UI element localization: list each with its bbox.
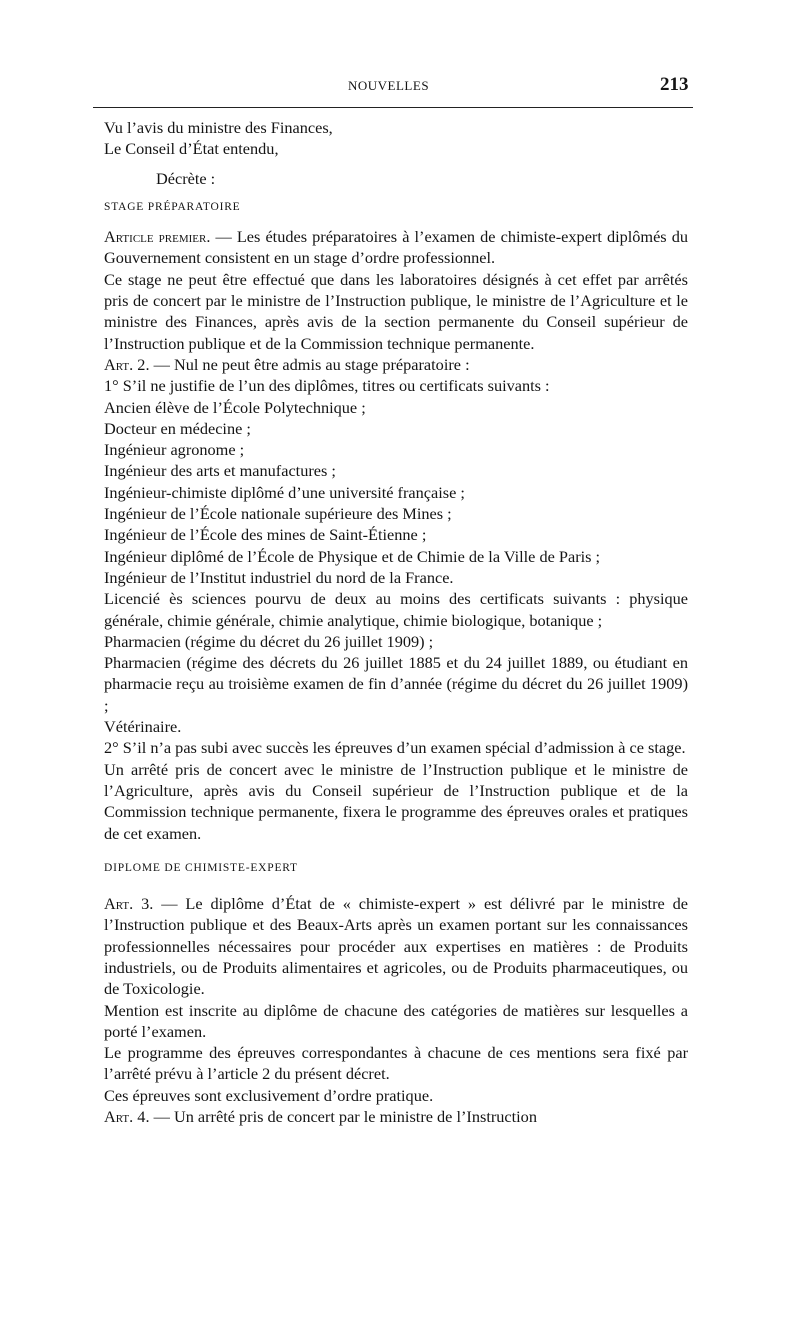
- section-heading-diplome: DIPLOME DE CHIMISTE-EXPERT: [104, 861, 298, 874]
- diploma-list-item: Ingénieur des arts et manufactures ;: [104, 461, 336, 481]
- article-text: 3. — Le diplôme d’État de « chimiste-expert » est délivré par le ministre de l’Instruction publique et des Beaux-Arts après un examen portant sur les connaissances professionnelles nécessaires pour procéder aux expertises en matières : de Produits industriels, ou de Produits alimentaires et agricoles, ou de Produits pharmaceutiques, ou de Toxicologie.: [104, 894, 688, 999]
- diploma-list-item: Docteur en médecine ;: [104, 418, 251, 438]
- diploma-list-item: Licencié ès sciences pourvu de deux au moins des certificats suivants : physique générale, chimie générale, chimie analytique, chimie biologique, botanique ;: [104, 589, 688, 630]
- paragraph: Un arrêté pris de concert avec le ministre de l’Instruction publique et le ministre de l’Agriculture, après avis du Conseil supérieur de l’Instruction publique et de la Commission technique permanente, fixera le programme des épreuves orales et pratiques de cet examen.: [104, 759, 688, 843]
- paragraph: Le programme des épreuves correspondantes à chacune de ces mentions sera fixé par l’arrêté prévu à l’article 2 du présent décret.: [104, 1043, 688, 1084]
- body-text: [104, 117, 688, 1127]
- article-label: Article premier.: [104, 227, 211, 247]
- diploma-list-item: Ingénieur de l’École nationale supérieure des Mines ;: [104, 504, 452, 524]
- paragraph: Mention est inscrite au diplôme de chacune des catégories de matières sur lesquelles a porté l’examen.: [104, 1000, 688, 1041]
- article-3: [104, 893, 688, 999]
- article-text: 2. — Nul ne peut être admis au stage préparatoire :: [133, 354, 470, 374]
- running-header: NOUVELLES: [348, 78, 430, 93]
- paragraph: Ce stage ne peut être effectué que dans les laboratoires désignés à cet effet par arrêtés pris de concert par le ministre de l’Instruction publique, le ministre de l’Agriculture et le ministre des Finances, après avis de la section permanente du Conseil supérieur de l’Instruction publique et de la Commission technique permanente.: [104, 269, 688, 353]
- diploma-list-item: Ingénieur diplômé de l’École de Physique et de Chimie de la Ville de Paris ;: [104, 546, 601, 566]
- decree-line: Décrète :: [156, 168, 216, 188]
- diploma-list-item: Ingénieur de l’Institut industriel du nord de la France.: [104, 567, 454, 587]
- preamble-line: Vu l’avis du ministre des Finances,: [104, 118, 333, 137]
- diploma-list-item: Ingénieur agronome ;: [104, 440, 245, 460]
- diploma-list-item: Pharmacien (régime du décret du 26 juillet 1909) ;: [104, 631, 434, 651]
- page-number: 213: [660, 74, 689, 95]
- article-label: Art.: [104, 354, 134, 374]
- diploma-list-item: Pharmacien (régime des décrets du 26 juillet 1885 et du 24 juillet 1889, ou étudiant en pharmacie reçu au troisième examen de fin d’année (régime du décret du 26 juillet 1909) ;: [104, 653, 688, 715]
- article-2: [104, 354, 688, 375]
- diploma-list-item: Vétérinaire.: [104, 717, 182, 737]
- article-text: 4. — Un arrêté pris de concert par le ministre de l’Instruction: [133, 1107, 537, 1127]
- article-4: [104, 1106, 688, 1127]
- section-heading-stage: STAGE PRÉPARATOIRE: [104, 200, 241, 213]
- diploma-list-item: Ingénieur de l’École des mines de Saint-Étienne ;: [104, 525, 427, 545]
- article-label: Art.: [104, 1107, 134, 1127]
- article-label: Art.: [104, 894, 134, 914]
- preamble-line: Le Conseil d’État entendu,: [104, 139, 279, 159]
- diploma-list-item: Ingénieur-chimiste diplômé d’une université française ;: [104, 482, 465, 502]
- condition-1: 1° S’il ne justifie de l’un des diplômes, titres ou certificats suivants :: [104, 376, 550, 396]
- article-1: [104, 226, 688, 269]
- condition-2: 2° S’il n’a pas subi avec succès les épreuves d’un examen spécial d’admission à ce stage.: [104, 738, 686, 758]
- article-text: — Les études préparatoires à l’examen de chimiste-expert diplômés du Gouvernement consistent en un stage d’ordre professionnel.: [104, 227, 689, 268]
- diploma-list-item: Ancien élève de l’École Polytechnique ;: [104, 397, 366, 417]
- paragraph: Ces épreuves sont exclusivement d’ordre pratique.: [104, 1085, 434, 1105]
- header-rule: [93, 107, 693, 108]
